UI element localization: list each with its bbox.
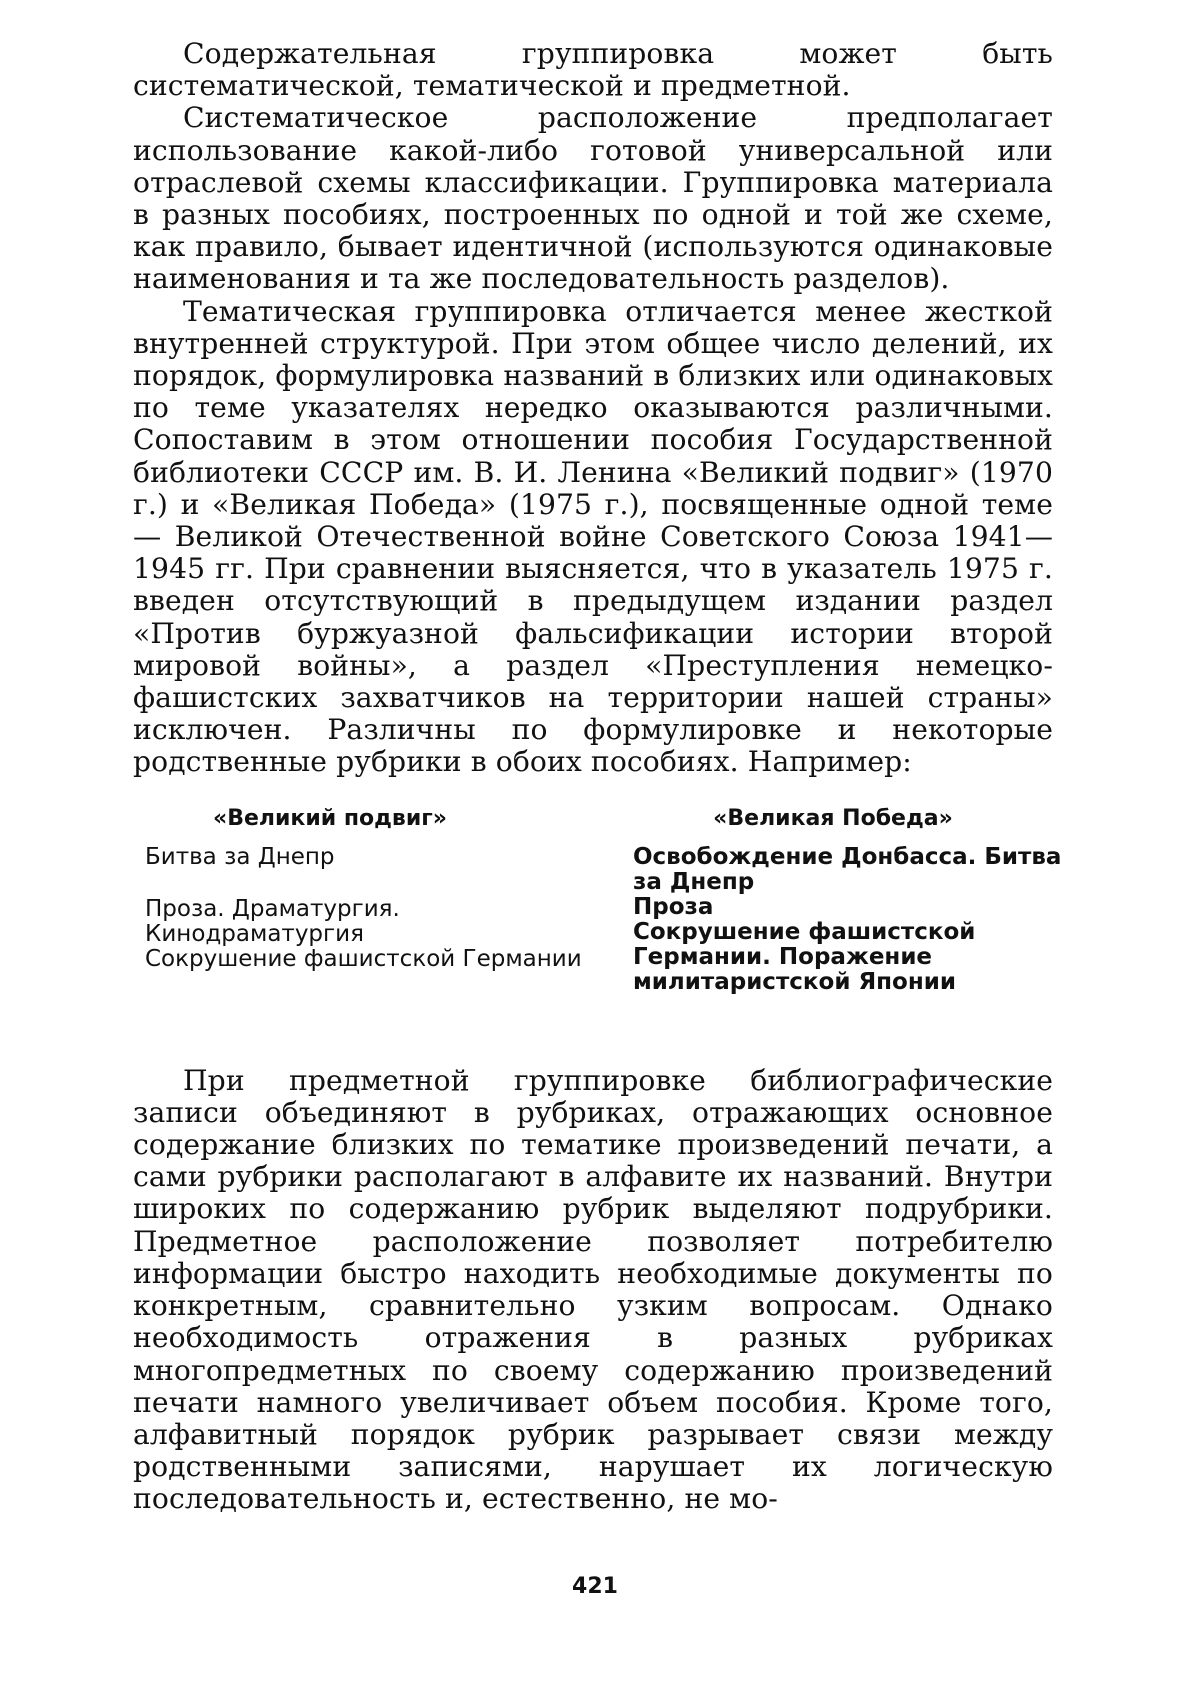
page-number: 421 xyxy=(572,1574,618,1599)
paragraph-subject-grouping: При предметной группировке библиографические записи объединяют в рубриках, отражающих основное содержание близких по тематике произведений печати, а сами рубрики располагают в алфавите их названий. Внутри широких по содержанию рубрик выделяют подрубрики. Предметное расположение позволяет потребителю информации быстро находить необходимые документы по конкретным, сравнительно узким вопросам. Однако необходимость отражения в разных рубриках многопредметных по своему содержанию произведений печати намного увеличивает объем пособия. Кроме того, алфавитный порядок рубрик разрывает связи между родственными записями, нарушает их логическую последовательность и, естественно, не мо- xyxy=(133,1063,1053,1516)
rubric-left-2: Проза. Драматургия. Кинодраматургия xyxy=(145,895,400,947)
rubric-right-3: Сокрушение фашистской Германии. Поражение милитаристской Японии xyxy=(633,918,976,995)
rubric-right-2: Проза xyxy=(633,893,714,920)
comparison-column-left xyxy=(145,805,585,972)
rubric-comparison xyxy=(133,805,1062,1035)
rubric-left-3: Сокрушение фашистской Германии xyxy=(145,945,582,972)
paragraph-content-grouping: Содержательная группировка может быть систематической, тематической и предметной. xyxy=(133,37,1053,103)
rubric-left-1: Битва за Днепр xyxy=(145,843,335,870)
column-title-left: «Великий подвиг» xyxy=(213,805,447,831)
comparison-column-right xyxy=(633,805,1073,995)
rubric-right-1: Освобождение Донбасса. Битва за Днепр xyxy=(633,843,1062,895)
page-body xyxy=(133,37,1062,1516)
column-title-right: «Великая Победа» xyxy=(713,805,953,831)
paragraph-systematic: Систематическое расположение предполагает использование какой-либо готовой универсальной или отраслевой схемы классификации. Группировка материала в разных пособиях, построенных по одной и той же схеме, как правило, бывает идентичной (используются одинаковые наименования и та же последовательность разделов). xyxy=(133,101,1053,296)
paragraph-thematic: Тематическая группировка отличается менее жесткой внутренней структурой. При этом общее число делений, их порядок, формулировка названий в близких или одинаковых по теме указателях нередко оказываются различными. Сопоставим в этом отношении пособия Государственной библиотеки СССР им. В. И. Ленина «Великий подвиг» (1970 г.) и «Великая Победа» (1975 г.), посвященные одной теме — Великой Отечественной войне Советского Союза 1941—1945 гг. При сравнении выясняется, что в указатель 1975 г. введен отсутствующий в предыдущем издании раздел «Против буржуазной фальсификации истории второй мировой войны», а раздел «Преступления немецко-фашистских захватчиков на территории нашей страны» исключен. Различны по формулировке и некоторые родственные рубрики в обоих пособиях. Например: xyxy=(133,294,1053,779)
